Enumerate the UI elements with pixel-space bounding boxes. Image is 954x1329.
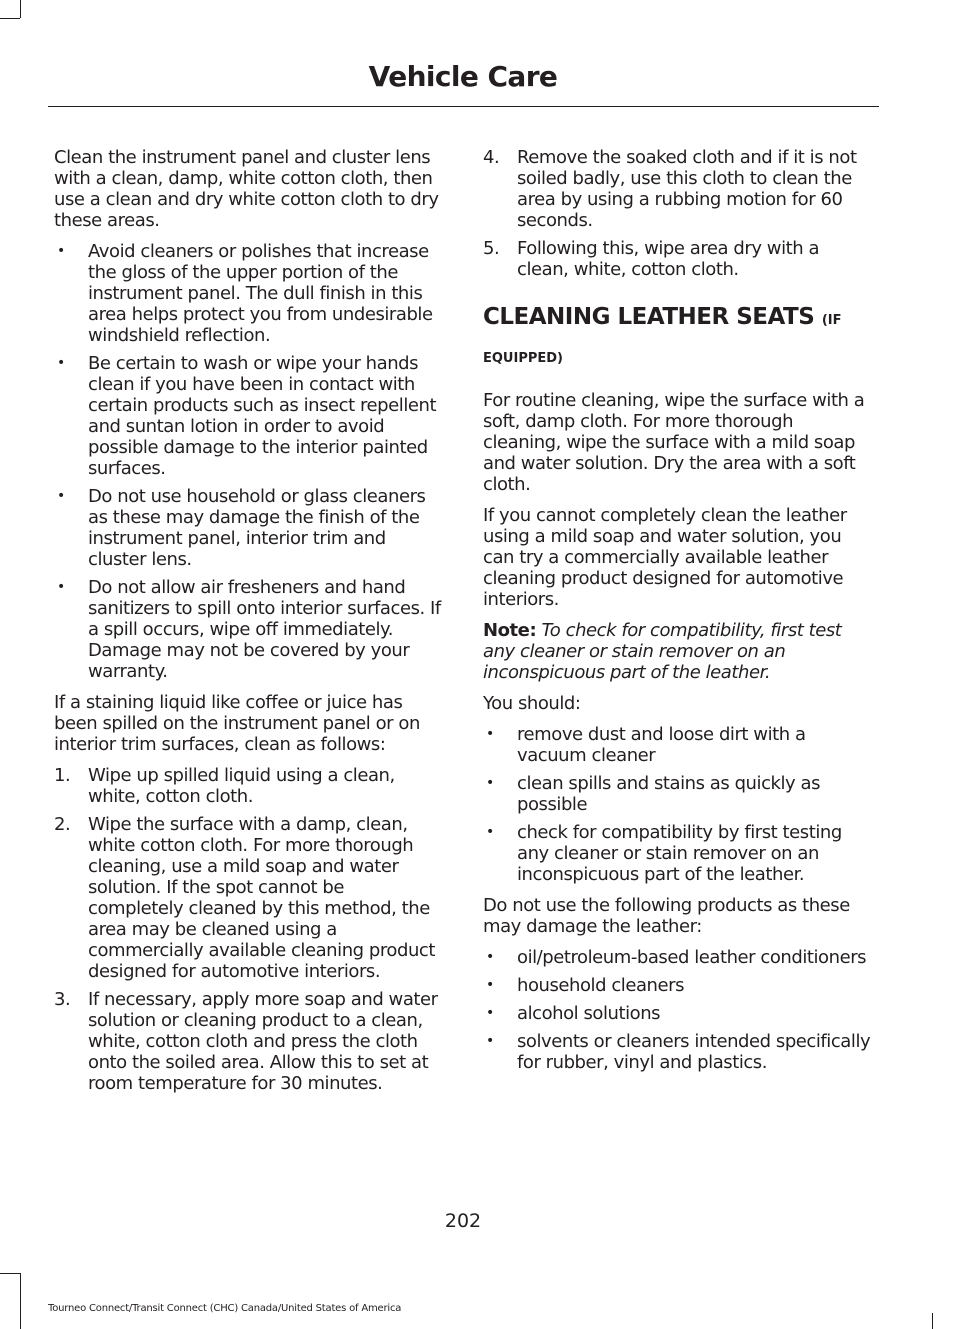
step-number: 4.: [483, 147, 500, 168]
bullet-marker: •: [486, 775, 494, 791]
list-item: • check for compatibility by first testing any cleaner or stain remover on an inconspicuous part of the leather.: [486, 822, 842, 885]
list-item: • Do not use household or glass cleaners as these may damage the finish of the instrument panel, interior trim and cluster lens.: [57, 486, 426, 570]
step-number: 2.: [54, 814, 71, 835]
list-item: • Do not allow air fresheners and hand sanitizers to spill onto interior surfaces. If a spill occurs, wipe off immediately. Damage may not be covered by your warranty.: [57, 577, 441, 682]
step-item: 3. If necessary, apply more soap and water solution or cleaning product to a clean, white, cotton cloth and press the cloth onto the soiled area. Allow this to set at room temperature for 30 minutes.: [54, 989, 438, 1094]
you-should-label: You should:: [483, 693, 581, 714]
do-not-use-intro: Do not use the following products as these may damage the leather:: [483, 895, 850, 937]
title-divider: [48, 106, 879, 107]
list-item: • alcohol solutions: [486, 1003, 661, 1024]
bullet-marker: •: [486, 1005, 494, 1021]
note-text: To check for compatibility, first test any cleaner or stain remover on an inconspicuous part of the leather.: [483, 620, 842, 683]
routine-cleaning-paragraph: For routine cleaning, wipe the surface with a soft, damp cloth. For more thorough cleaning, wipe the surface with a mild soap and water solution. Dry the area with a soft cloth.: [483, 390, 865, 495]
staining-intro: If a staining liquid like coffee or juice has been spilled on the instrument panel or on interior trim surfaces, clean as follows:: [54, 692, 420, 755]
list-item: • oil/petroleum-based leather conditioners: [486, 947, 867, 968]
crop-mark: [932, 1313, 933, 1329]
bullet-marker: •: [486, 824, 494, 840]
step-number: 1.: [54, 765, 71, 786]
list-item: • Avoid cleaners or polishes that increase the gloss of the upper portion of the instrument panel. The dull finish in this area helps protect you from undesirable windshield reflection.: [57, 241, 433, 346]
right-column: [483, 147, 873, 1080]
bullet-marker: •: [486, 1033, 494, 1049]
list-item: • household cleaners: [486, 975, 685, 996]
note-label: Note:: [483, 620, 537, 641]
bullet-marker: •: [57, 579, 65, 595]
left-column: [54, 147, 444, 1101]
crop-mark: [0, 18, 20, 19]
bullet-marker: •: [57, 243, 65, 259]
bullet-marker: •: [57, 355, 65, 371]
page-title: Vehicle Care: [368, 60, 558, 93]
crop-mark: [20, 1273, 21, 1329]
bullet-marker: •: [486, 977, 494, 993]
section-title: CLEANING LEATHER SEATS: [483, 304, 815, 330]
list-item: • clean spills and stains as quickly as possible: [486, 773, 821, 815]
section-qualifier: (IF EQUIPPED): [483, 313, 842, 366]
section-heading: [483, 300, 873, 376]
bullet-marker: •: [486, 726, 494, 742]
list-item: • solvents or cleaners intended specifically for rubber, vinyl and plastics.: [486, 1031, 871, 1073]
note: [483, 620, 873, 683]
step-number: 5.: [483, 238, 500, 259]
page-number: 202: [444, 1210, 482, 1232]
step-number: 3.: [54, 989, 71, 1010]
step-item: 4. Remove the soaked cloth and if it is not soiled badly, use this cloth to clean the area by using a rubbing motion for 60 seconds.: [483, 147, 857, 231]
crop-mark: [0, 1273, 20, 1274]
bullet-marker: •: [486, 949, 494, 965]
step-item: 5. Following this, wipe area dry with a clean, white, cotton cloth.: [483, 238, 820, 280]
list-item: • Be certain to wash or wipe your hands clean if you have been in contact with certain products such as insect repellent and suntan lotion in order to avoid possible damage to the interior painted surfaces.: [57, 353, 437, 479]
crop-mark: [20, 0, 21, 18]
step-item: 2. Wipe the surface with a damp, clean, white cotton cloth. For more thorough cleaning, use a mild soap and water solution. If the spot cannot be completely cleaned by this method, the area may be cleaned using a commercially available cleaning product designed for automotive interiors.: [54, 814, 435, 982]
list-item: • remove dust and loose dirt with a vacuum cleaner: [486, 724, 806, 766]
footer-text: Tourneo Connect/Transit Connect (CHC) Canada/United States of America: [48, 1303, 402, 1314]
leather-product-paragraph: If you cannot completely clean the leather using a mild soap and water solution, you can try a commercially available leather cleaning product designed for automotive interiors.: [483, 505, 847, 610]
intro-paragraph: Clean the instrument panel and cluster lens with a clean, damp, white cotton cloth, then use a clean and dry white cotton cloth to dry these areas.: [54, 147, 439, 231]
step-item: 1. Wipe up spilled liquid using a clean, white, cotton cloth.: [54, 765, 395, 807]
bullet-marker: •: [57, 488, 65, 504]
